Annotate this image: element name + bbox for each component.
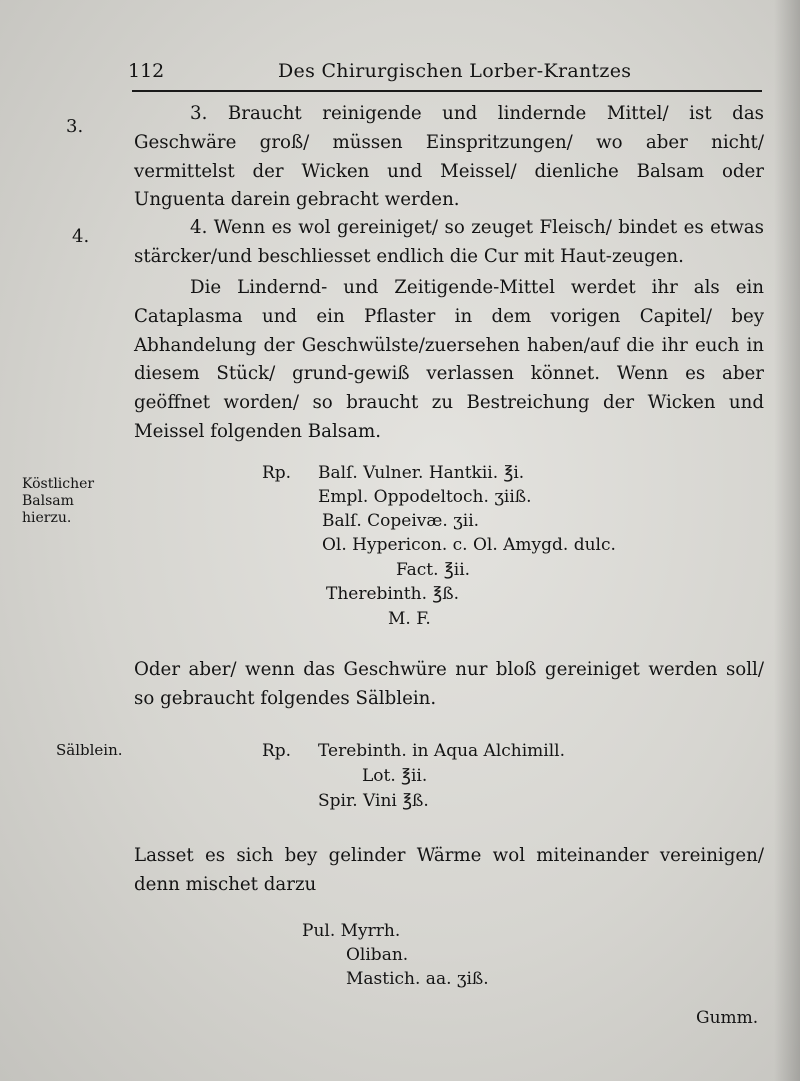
paragraph-3: [134, 100, 764, 215]
recipe-line: Pul. Myrrh.: [302, 921, 401, 941]
page-number: 112: [128, 60, 165, 82]
paragraph-7: [134, 842, 764, 900]
paragraph-4: [134, 214, 764, 272]
paragraph-text: Die Lindernd- und Zeitigende-Mittel werdet ihr als ein Cataplasma und ein Pflaster in dem vorigen Capitel/ bey Abhandelung der Geschwülste/zuersehen haben/auf die ihr euch in diesem Stück/ grund-gewiß verlassen könnet. Wenn es aber geöffnet worden/ so braucht zu Bestreichung der Wicken und Meissel folgenden Balsam.: [134, 277, 764, 442]
recipe-line: Mastich. aa. ʒiß.: [346, 969, 489, 989]
recipe-balsam: [262, 462, 682, 642]
margin-note-saelblein: Sälblein.: [56, 741, 123, 759]
recipe-line: M. F.: [388, 609, 431, 629]
recipe-line: Balſ. Copeivæ. ʒii.: [322, 511, 480, 531]
recipe-rp: Rp.: [262, 741, 292, 761]
recipe-suffix-gumm: Gumm.: [696, 1008, 759, 1028]
recipe-line: Ol. Hypericon. c. Ol. Amygd. dulc.: [322, 535, 616, 555]
recipe-rp: Rp.: [262, 463, 292, 483]
recipe-line: Oliban.: [346, 945, 409, 965]
running-title: Des Chirurgischen Lorber-Krantzes: [278, 60, 632, 82]
paragraph-text: 3. Braucht reinigende und lindernde Mittel/ ist das Geschwäre groß/ müssen Einspritzungen/ wo aber nicht/ vermittelst der Wicken und Meissel/ dienliche Balsam oder Unguenta darein gebracht werden.: [134, 103, 764, 211]
margin-note-balsam: Köstlicher Balsam hierzu.: [22, 476, 95, 526]
recipe-saelblein: [262, 740, 682, 816]
paragraph-5: [134, 274, 764, 447]
margin-number-3: 3.: [66, 116, 84, 137]
recipe-line: Spir. Vini ℥ß.: [318, 791, 429, 811]
recipe-line: Terebinth. in Aqua Alchimill.: [318, 741, 566, 761]
header-rule: [132, 90, 762, 92]
page-header: [128, 56, 768, 86]
page-edge-shadow: [774, 0, 800, 1081]
recipe-line: Therebinth. ℥ß.: [326, 584, 459, 604]
recipe-line: Empl. Oppodeltoch. ʒiiß.: [318, 487, 532, 507]
margin-number-4: 4.: [72, 226, 90, 247]
paragraph-6: [134, 656, 764, 714]
recipe-line: Fact. ℥ii.: [396, 560, 471, 580]
recipe-line: Lot. ℥ii.: [362, 766, 428, 786]
paragraph-text: 4. Wenn es wol gereiniget/ so zeuget Fleisch/ bindet es etwas stärcker/und beschliesset endlich die Cur mit Haut-zeugen.: [134, 217, 764, 267]
paragraph-text: Lasset es sich bey gelinder Wärme wol miteinander vereinigen/ denn mischet darzu: [134, 845, 764, 895]
recipe-line: Balſ. Vulner. Hantkii. ℥i.: [318, 463, 525, 483]
paragraph-text: Oder aber/ wenn das Geschwüre nur bloß gereiniget werden soll/ so gebraucht folgendes Sälblein.: [134, 659, 764, 709]
recipe-gums: [302, 920, 562, 996]
